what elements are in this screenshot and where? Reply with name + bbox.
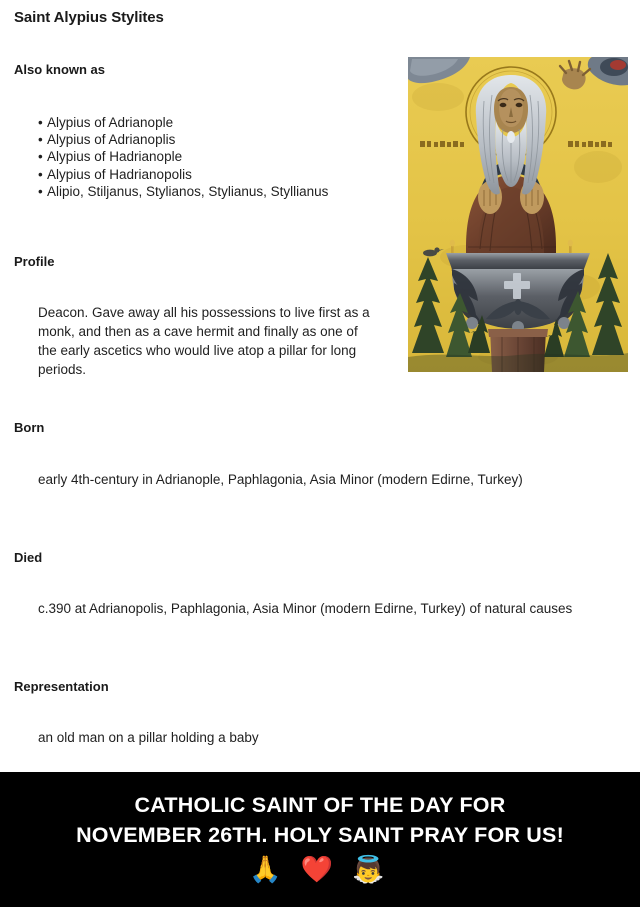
alias-text: Alypius of Hadrianopolis xyxy=(47,166,192,182)
alias-text: Alipio, Stiljanus, Stylianos, Stylianus, Styllianus xyxy=(47,183,329,199)
saint-alypius-icon-image xyxy=(408,57,628,372)
banner-line-1: CATHOLIC SAINT OF THE DAY FOR xyxy=(134,793,506,817)
born-body: early 4th-century in Adrianople, Paphlagonia, Asia Minor (modern Edirne, Turkey) xyxy=(38,472,523,487)
also-known-as-list xyxy=(14,114,328,200)
profile-body: Deacon. Gave away all his possessions to live first as a monk, and then as a cave hermit and finally as one of the early ascetics who would live atop a pillar for long periods. xyxy=(38,305,370,377)
bullet-icon: • xyxy=(38,166,43,182)
footer-banner xyxy=(0,772,640,907)
list-item xyxy=(38,131,328,148)
representation-body: an old man on a pillar holding a baby xyxy=(38,730,259,745)
representation-heading: Representation xyxy=(14,679,109,694)
page-title-block xyxy=(14,8,164,28)
died-body: c.390 at Adrianopolis, Paphlagonia, Asia Minor (modern Edirne, Turkey) of natural causes xyxy=(38,601,573,616)
pillar-capital-shape xyxy=(446,253,590,333)
banner-line-2: NOVEMBER 26TH. HOLY SAINT PRAY FOR US! xyxy=(76,823,564,847)
born-heading: Born xyxy=(14,420,45,435)
alias-text: Alypius of Adrianople xyxy=(47,115,174,130)
list-item xyxy=(38,148,328,165)
alias-list xyxy=(14,114,328,200)
banner-emoji-row: 🙏 ❤️ 👼 xyxy=(249,854,391,884)
icon-artwork xyxy=(408,57,628,372)
bullet-icon: • xyxy=(38,149,43,165)
profile-heading: Profile xyxy=(14,254,55,269)
alias-text: Alypius of Hadrianople xyxy=(47,149,183,165)
page-title: Saint Alypius Stylites xyxy=(14,9,164,26)
list-item xyxy=(38,183,328,200)
list-item xyxy=(38,166,328,183)
alias-text: Alypius of Adrianoplis xyxy=(47,132,176,148)
also-known-as-heading: Also known as xyxy=(14,62,106,77)
bullet-icon: • xyxy=(38,115,43,130)
bullet-icon: • xyxy=(38,183,43,199)
list-item xyxy=(38,114,328,131)
died-heading: Died xyxy=(14,550,43,565)
bullet-icon: • xyxy=(38,132,43,148)
